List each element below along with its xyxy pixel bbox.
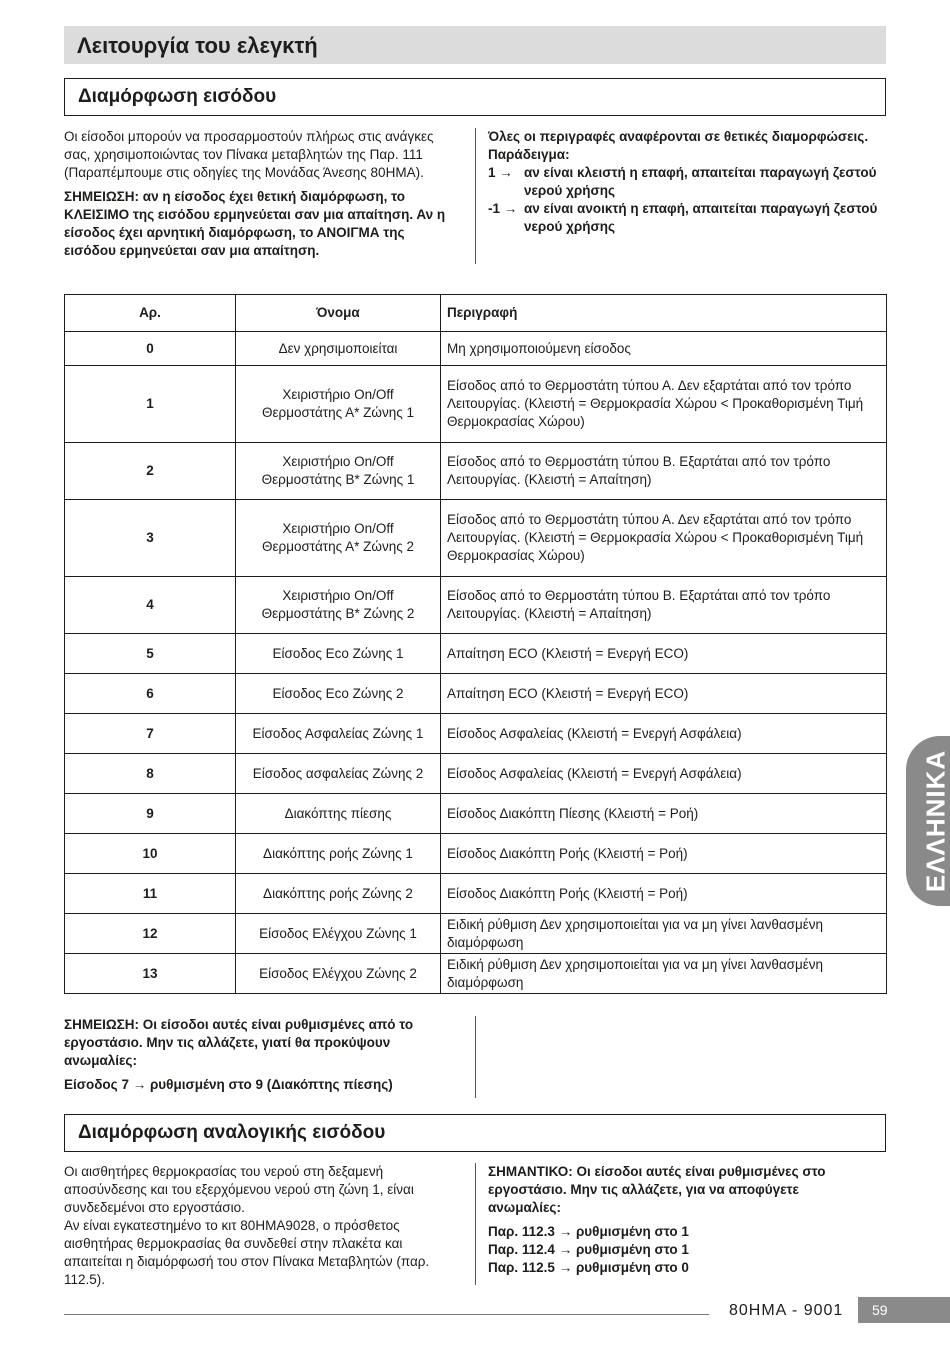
row-number: 3: [65, 500, 236, 577]
table-row: [65, 834, 887, 874]
analog-paragraph-1: Οι αισθητήρες θερμοκρασίας του νερού στη δεξαμενή αποσύνδεσης και του εξερχόμενου νερού στη ζώνη 1, είναι συνδεδεμένοι στο εργοστάσιο.: [64, 1164, 414, 1215]
example-text: αν είναι κλειστή η επαφή, απαιτείται παραγωγή ζεστού νερού χρήσης: [524, 165, 877, 198]
section-title-analog-input: Διαμόρφωση αναλογικής εισόδου: [64, 1114, 886, 1152]
row-name: Διακόπτης ροής Ζώνης 1: [236, 834, 441, 874]
row-number: 2: [65, 443, 236, 500]
table-row: [65, 754, 887, 794]
header-description: Περιγραφή: [441, 295, 887, 332]
param-line: Παρ. 112.3 → ρυθμισμένη στο 1: [488, 1224, 689, 1239]
row-description: Ειδική ρύθμιση Δεν χρησιμοποιείται για να μη γίνει λανθασμένη διαμόρφωση: [441, 914, 887, 954]
table-row: [65, 914, 887, 954]
table-row: [65, 332, 887, 366]
analog-paragraph-2: Αν είναι εγκατεστημένο το κιτ 80HMA9028, ο πρόσθετος αισθητήρας θερμοκρασίας θα συνδεθεί στην πλακέτα και απαιτείται η διαμόρφωσή του στον Πίνακα Μεταβλητών (παρ. 112.5).: [64, 1218, 430, 1287]
row-number: 8: [65, 754, 236, 794]
row-description: Είσοδος Διακόπτη Ροής (Κλειστή = Ροή): [441, 834, 887, 874]
row-description: Μη χρησιμοποιούμενη είσοδος: [441, 332, 887, 366]
row-number: 7: [65, 714, 236, 754]
row-number: 9: [65, 794, 236, 834]
row-name: Χειριστήριο On/Off Θερμοστάτης Α* Ζώνης 1: [236, 366, 441, 443]
row-number: 12: [65, 914, 236, 954]
row-number: 6: [65, 674, 236, 714]
table-row: [65, 674, 887, 714]
param-line: Παρ. 112.4 → ρυθμισμένη στο 1: [488, 1242, 689, 1257]
row-name: Είσοδος Ελέγχου Ζώνης 2: [236, 954, 441, 994]
row-description: Ειδική ρύθμιση Δεν χρησιμοποιείται για να μη γίνει λανθασμένη διαμόρφωση: [441, 954, 887, 994]
intro-paragraph: Οι είσοδοι μπορούν να προσαρμοστούν πλήρως στις ανάγκες σας, χρησιμοποιώντας τον Πίνακα μεταβλητών της Παρ. 111 (Παραπέμπουμε στις οδηγίες της Μονάδας Άνεσης 80HMA).: [64, 129, 434, 180]
example-key: -1 →: [488, 201, 518, 216]
factory-note: [64, 1016, 449, 1100]
row-name: Χειριστήριο On/Off Θερμοστάτης Β* Ζώνης 2: [236, 577, 441, 634]
row-name: Είσοδος Ασφαλείας Ζώνης 1: [236, 714, 441, 754]
row-description: Απαίτηση ECO (Κλειστή = Ενεργή ECO): [441, 674, 887, 714]
positive-config-line: Όλες οι περιγραφές αναφέρονται σε θετικές διαμορφώσεις.: [488, 129, 869, 144]
row-number: 13: [65, 954, 236, 994]
row-description: Είσοδος από το Θερμοστάτη τύπου Α. Δεν εξαρτάται από τον τρόπο Λειτουργίας. (Κλειστή = Θερμοκρασία Χώρου < Προκαθορισμένη Τιμή Θερμοκρασίας Χώρου): [441, 500, 887, 577]
header-number: Αρ.: [65, 295, 236, 332]
row-name: Χειριστήριο On/Off Θερμοστάτης Β* Ζώνης 1: [236, 443, 441, 500]
section-title-input-config: Διαμόρφωση εισόδου: [64, 78, 886, 116]
section2-right-text: [488, 1163, 873, 1277]
row-number: 5: [65, 634, 236, 674]
row-name: Είσοδος Ελέγχου Ζώνης 1: [236, 914, 441, 954]
table-row: [65, 954, 887, 994]
row-name: Διακόπτης ροής Ζώνης 2: [236, 874, 441, 914]
table-row: [65, 500, 887, 577]
example-item: [488, 164, 888, 200]
page-title: Λειτουργία του ελεγκτή: [64, 26, 886, 64]
table-header-row: [65, 295, 887, 332]
factory-note-line: Είσοδος 7 → ρυθμισμένη στο 9 (Διακόπτης πίεσης): [64, 1077, 393, 1092]
row-name: Διακόπτης πίεσης: [236, 794, 441, 834]
table-row: [65, 577, 887, 634]
inputs-table: [64, 294, 887, 994]
footer-model: 80HMA - 9001: [729, 1302, 844, 1319]
example-label: Παράδειγμα:: [488, 147, 570, 162]
row-name: Είσοδος Eco Ζώνης 2: [236, 674, 441, 714]
table-row: [65, 443, 887, 500]
section1-right-text: [488, 128, 888, 236]
table-row: [65, 714, 887, 754]
language-tab: [906, 736, 950, 906]
important-note: ΣΗΜΑΝΤΙΚΟ: Οι είσοδοι αυτές είναι ρυθμισμένες στο εργοστάσιο. Μην τις αλλάζετε, για να αποφύγετε ανωμαλίες:: [488, 1164, 826, 1215]
row-number: 10: [65, 834, 236, 874]
row-number: 0: [65, 332, 236, 366]
note-paragraph: ΣΗΜΕΙΩΣΗ: αν η είσοδος έχει θετική διαμόρφωση, το ΚΛΕΙΣΙΜΟ της εισόδου ερμηνεύεται σαν μια απαίτηση. Αν η είσοδος έχει αρνητική διαμόρφωση, το ΑΝΟΙΓΜΑ της εισόδου ερμηνεύεται σαν μια απαίτηση.: [64, 189, 446, 258]
footer-rule: [64, 1314, 709, 1315]
example-text: αν είναι ανοικτή η επαφή, απαιτείται παραγωγή ζεστού νερού χρήσης: [524, 201, 878, 234]
page-number: 59: [858, 1297, 950, 1323]
row-name: Είσοδος Eco Ζώνης 1: [236, 634, 441, 674]
row-description: Είσοδος Διακόπτη Πίεσης (Κλειστή = Ροή): [441, 794, 887, 834]
row-number: 11: [65, 874, 236, 914]
row-description: Είσοδος από το Θερμοστάτη τύπου Α. Δεν εξαρτάται από τον τρόπο Λειτουργίας. (Κλειστή = Θερμοκρασία Χώρου < Προκαθορισμένη Τιμή Θερμοκρασίας Χώρου): [441, 366, 887, 443]
param-line: Παρ. 112.5 → ρυθμισμένη στο 0: [488, 1260, 689, 1275]
row-description: Είσοδος Ασφαλείας (Κλειστή = Ενεργή Ασφάλεια): [441, 714, 887, 754]
section1-left-text: [64, 128, 459, 266]
row-number: 4: [65, 577, 236, 634]
example-key: 1 →: [488, 165, 513, 180]
table-row: [65, 634, 887, 674]
row-name: Δεν χρησιμοποιείται: [236, 332, 441, 366]
factory-note-text: ΣΗΜΕΙΩΣΗ: Οι είσοδοι αυτές είναι ρυθμισμένες από το εργοστάσιο. Μην τις αλλάζετε, γιατί θα προκύψουν ανωμαλίες:: [64, 1017, 414, 1068]
row-description: Είσοδος από το Θερμοστάτη τύπου Β. Εξαρτάται από τον τρόπο Λειτουργίας. (Κλειστή = Απαίτηση): [441, 577, 887, 634]
row-name: Είσοδος ασφαλείας Ζώνης 2: [236, 754, 441, 794]
example-item: [488, 200, 888, 236]
column-divider: [475, 1016, 476, 1098]
table-row: [65, 794, 887, 834]
row-description: Είσοδος Ασφαλείας (Κλειστή = Ενεργή Ασφάλεια): [441, 754, 887, 794]
language-tab-label: ΕΛΛΗΝΙΚΑ: [920, 749, 950, 893]
column-divider: [475, 1163, 476, 1285]
row-number: 1: [65, 366, 236, 443]
header-name: Όνομα: [236, 295, 441, 332]
row-description: Είσοδος Διακόπτη Ροής (Κλειστή = Ροή): [441, 874, 887, 914]
row-description: Απαίτηση ECO (Κλειστή = Ενεργή ECO): [441, 634, 887, 674]
row-name: Χειριστήριο On/Off Θερμοστάτης Α* Ζώνης 2: [236, 500, 441, 577]
table-row: [65, 366, 887, 443]
section2-left-text: [64, 1163, 459, 1289]
column-divider: [475, 128, 476, 264]
row-description: Είσοδος από το Θερμοστάτη τύπου Β. Εξαρτάται από τον τρόπο Λειτουργίας. (Κλειστή = Απαίτηση): [441, 443, 887, 500]
table-row: [65, 874, 887, 914]
